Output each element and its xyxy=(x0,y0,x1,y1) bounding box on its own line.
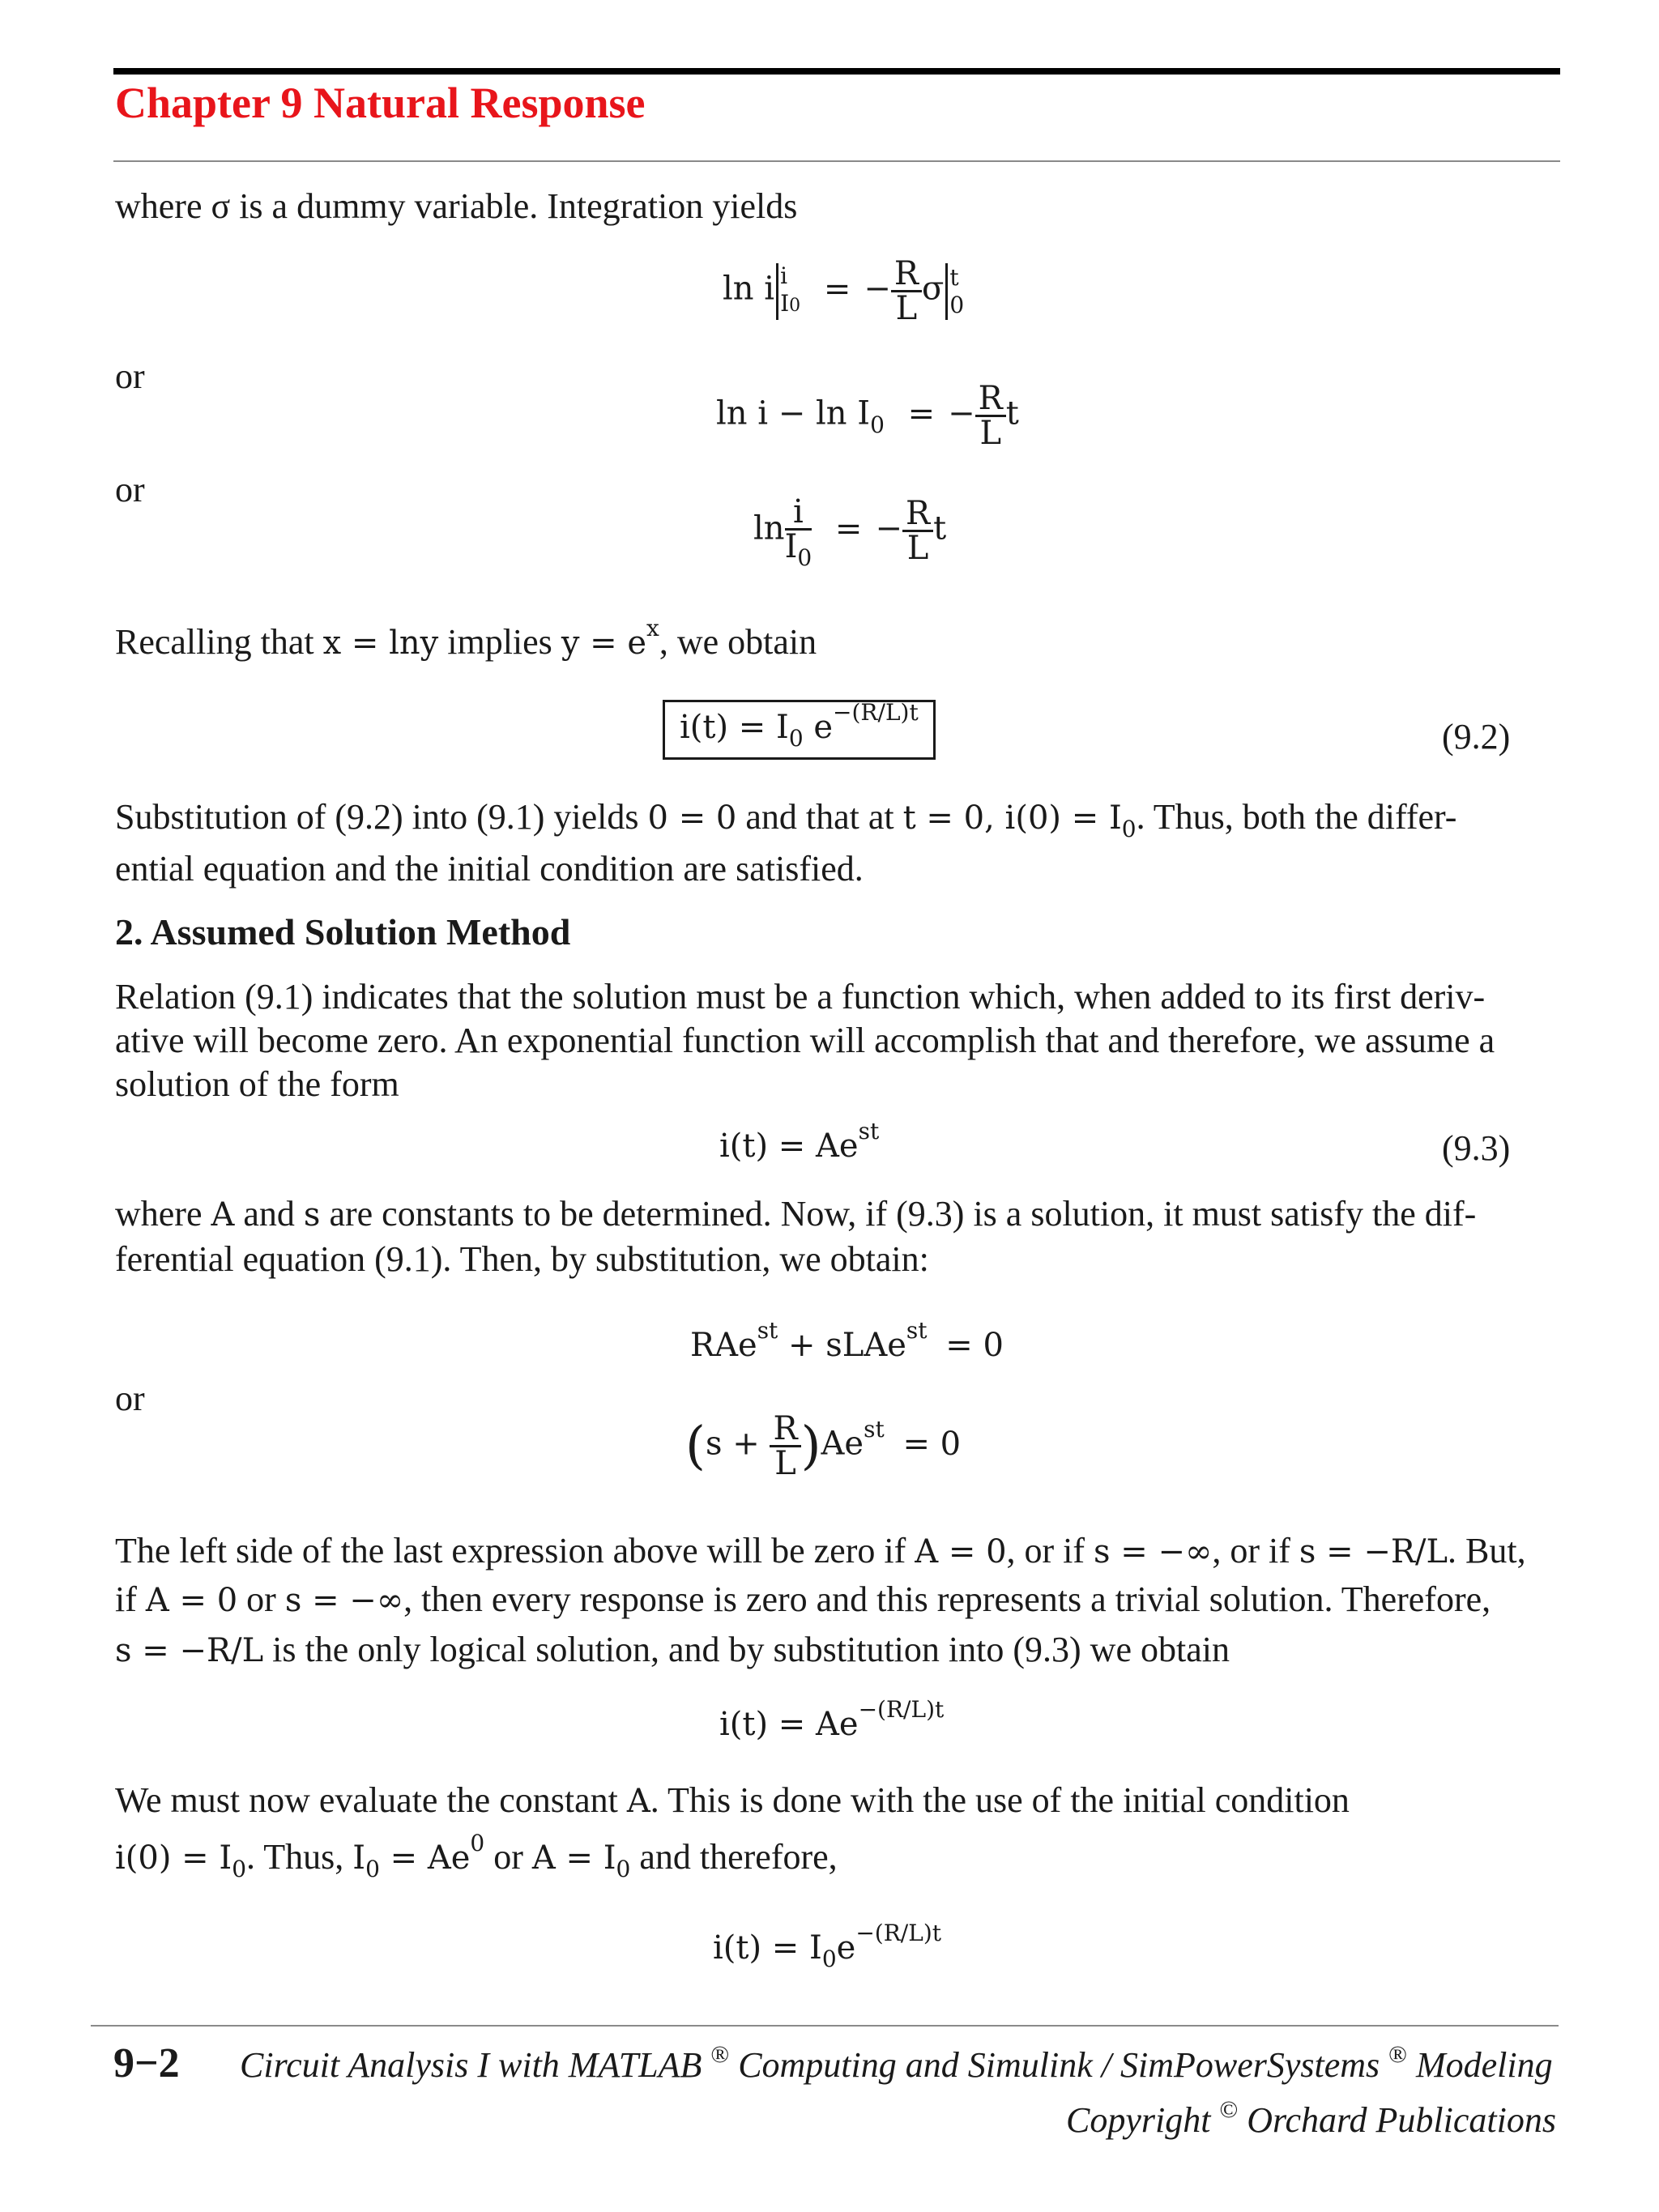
paragraph-recalling: Recalling that x = lny implies $y = e^x$, we obtain xyxy=(115,615,817,662)
footer-rule xyxy=(91,2025,1559,2027)
eq-ln-i: ln i xyxy=(723,270,775,308)
equation-boxed-result: $i(t) = I_0$ $e^{-(R/L)t}$ xyxy=(663,700,936,760)
section-heading: 2. Assumed Solution Method xyxy=(115,911,571,953)
copyright-notice: Copyright © Orchard Publications xyxy=(1066,2096,1556,2140)
paragraph-relation-line1: Relation (9.1) indicates that the solution must be a function which, when added to its first deriv- xyxy=(115,977,1486,1016)
header-divider xyxy=(113,160,1560,162)
book-title: Circuit Analysis I with MATLAB ® Computing and Simulink / SimPowerSystems ® Modeling xyxy=(240,2041,1553,2085)
paragraph-relation-line2: ative will become zero. An exponential function will accomplish that and therefore, we assume a xyxy=(115,1021,1495,1060)
paragraph-evaluate-line2: $i(0) = I_0$. Thus, $I_0 = Ae^0$ or $A = I_0$ and therefore, xyxy=(115,1830,838,1882)
equation-assumed-solution: $i(t) = Ae^{st}$ xyxy=(719,1118,880,1165)
copyright-symbol: © xyxy=(1219,2096,1239,2123)
equation-log-difference: $\ln i - \ln I_0$ = − $\frac{R}{L}$ t xyxy=(716,380,1019,452)
equation-final-solution: $i(t) = I_0e^{-(R/L)t}$ xyxy=(713,1920,941,1972)
paragraph-left-side-line3: s = −R/L is the only logical solution, and by substitution into (9.3) we obtain xyxy=(115,1630,1230,1669)
chapter-title: Chapter 9 Natural Response xyxy=(115,79,646,127)
paragraph-substitution: Substitution of (9.2) into (9.1) yields 0 = 0 and that at t = 0, $i(0) = I_0$. Thus, both the differ- xyxy=(115,797,1457,842)
eval-bar xyxy=(945,263,948,320)
equation-general-solution: $i(t) = Ae^{-(R/L)t}$ xyxy=(719,1696,945,1743)
or-label: or xyxy=(115,1379,145,1418)
paragraph-left-side: The left side of the last expression above will be zero if A = 0, or if s = −∞, or if s = −R/L. But, xyxy=(115,1531,1526,1571)
equation-substitution: RAe$^{st}$ + sLAe$^{st}$ = 0 xyxy=(690,1317,1004,1364)
eval-bar xyxy=(776,263,778,320)
page-number: 9−2 xyxy=(113,2040,180,2086)
paragraph-where-line2: ferential equation (9.1). Then, by substitution, we obtain: xyxy=(115,1239,929,1279)
paragraph-relation-line3: solution of the form xyxy=(115,1064,399,1104)
equation-factored: (s + $\frac{R}{L}$ )$Ae^{st} = 0$ xyxy=(685,1410,962,1482)
equation-number: (9.2) xyxy=(1442,717,1511,757)
or-label: or xyxy=(115,470,145,509)
or-label: or xyxy=(115,356,145,396)
paragraph-intro: where σ is a dummy variable. Integration yields xyxy=(115,186,798,226)
paragraph-left-side-line2: if A = 0 or s = −∞, then every response is zero and this represents a trivial solution. Therefore, xyxy=(115,1579,1491,1619)
fraction-R-over-L: $\frac{R}{L}$ xyxy=(891,258,922,325)
registered-mark: ® xyxy=(1388,2041,1407,2068)
equation-log-ratio: ln $\frac{i}{I_0}$ = − $\frac{R}{L}$ t xyxy=(753,493,947,571)
paragraph-where: where A and s are constants to be determined. Now, if (9.3) is a solution, it must satisfy the dif- xyxy=(115,1194,1477,1234)
registered-mark: ® xyxy=(710,2041,730,2068)
paragraph-evaluate: We must now evaluate the constant A. This is done with the use of the initial condition xyxy=(115,1780,1350,1820)
equation-integration: ln i i I0 = − $\frac{R}{L}$ σ t 0 xyxy=(723,255,965,327)
header-top-rule xyxy=(113,68,1560,75)
equation-number: (9.3) xyxy=(1442,1128,1511,1168)
paragraph-substitution-line2: ential equation and the initial condition are satisfied. xyxy=(115,849,864,889)
